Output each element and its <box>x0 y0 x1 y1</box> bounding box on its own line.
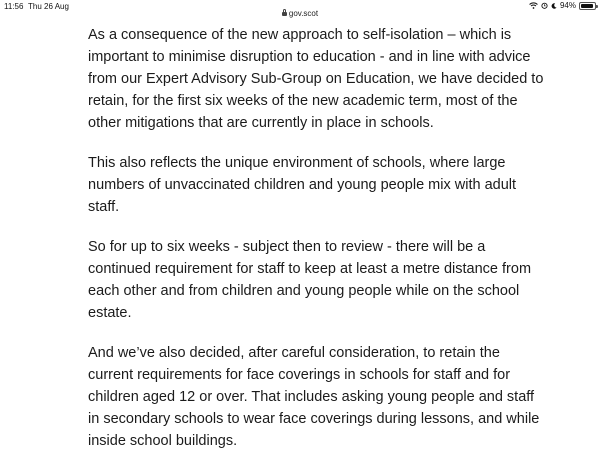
battery-fill <box>581 4 593 8</box>
battery-percent: 94% <box>559 1 576 10</box>
battery-icon <box>579 2 596 10</box>
status-indicators <box>529 1 596 10</box>
article-paragraph: And we’ve also decided, after careful consideration, to retain the current requirements for face coverings in schools for staff and for children aged 12 or over. That includes asking young people and staff in secondary schools to wear face coverings during lessons, and while inside school buildings. <box>88 345 540 449</box>
address-bar[interactable] <box>0 9 600 18</box>
alarm-icon <box>541 2 548 9</box>
article-paragraph: So for up to six weeks - subject then to review - there will be a continued requirement for staff to keep at least a metre distance from each other and from children and young people while on the school estate. <box>88 239 532 321</box>
article-body <box>88 24 548 450</box>
address-url: gov.scot <box>288 9 319 18</box>
status-date: Thu 26 Aug <box>28 2 69 11</box>
status-bar <box>0 0 600 18</box>
article-paragraph: As a consequence of the new approach to self-isolation – which is important to minimise disruption to education - and in line with advice from our Expert Advisory Sub-Group on Education, we have decided to retain, for the first six weeks of the new academic term, most of the other mitigations that are currently in place in schools. <box>88 27 544 131</box>
wifi-icon <box>529 2 538 9</box>
moon-icon <box>551 3 557 9</box>
status-time: 11:56 <box>4 2 24 11</box>
lock-icon <box>282 12 287 16</box>
article-paragraph: This also reflects the unique environment of schools, where large numbers of unvaccinated children and young people mix with adult staff. <box>88 155 517 215</box>
